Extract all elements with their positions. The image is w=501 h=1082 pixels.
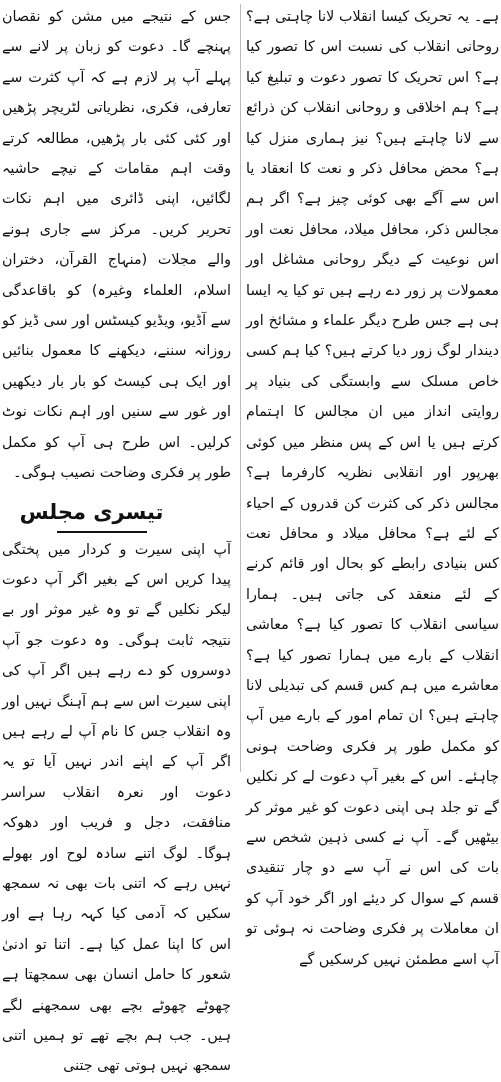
right-column bbox=[246, 2, 499, 975]
left-column bbox=[2, 2, 231, 1082]
body-paragraph: جس کے نتیجے میں مشن کو نقصان پہنچے گا۔ دعوت کو زبان پر لانے سے پہلے آپ پر لازم ہے کہ آپ کثرت سے تعارفی، فکری، نظریاتی لٹریچر پڑھیں اور کئی کئی بار پڑھیں، مطالعہ کرتے وقت اہم مقامات کے نیچے حاشیہ لگائیں، اپنی ڈائری میں اہم نکات تحریر کریں۔ مرکز سے جاری ہونے والے مجلات (منہاج القرآن، دختران اسلام، العلماء وغیرہ) کو باقاعدگی سے آڈیو، ویڈیو کیسٹس اور سی ڈیز کو روزانہ سننے، دیکھنے کا معمول بنائیں اور ایک ہی کیسٹ کو بار بار دیکھیں اور غور سے سنیں اور اہم نکات نوٹ کرلیں۔ اس طرح ہی آپ کو مکمل طور پر فکری وضاحت نصیب ہوگی۔ bbox=[2, 9, 231, 482]
column-divider bbox=[240, 4, 241, 772]
body-paragraph: آپ اپنی سیرت و کردار میں پختگی پیدا کریں اس کے بغیر اگر آپ دعوت لیکر نکلیں گے تو وہ غیر موثر اور بے نتیجہ ثابت ہوگی۔ وہ دعوت جو آپ دوسروں کو دے رہے ہیں اگر آپ کی اپنی سیرت اس سے ہم آہنگ نہیں اور وہ انقلاب جس کا نام آپ لے رہے ہیں اگر آپ کے اپنے اندر نہیں آیا تو یہ دعوت اور نعرہ انقلاب سراسر منافقت، دجل و فریب اور دھوکہ ہوگا۔ لوگ اتنے سادہ لوح اور بھولے نہیں رہے کہ اتنی بات بھی نہ سمجھ سکیں کہ آدمی کیا کہہ رہا ہے اور اس کا اپنا عمل کیا ہے۔ اتنا تو ادنیٰ شعور کا حامل انسان بھی سمجھتا ہے چھوٹے چھوٹے بچے بھی سمجھنے لگے ہیں۔ جب ہم بچے تھے تو ہمیں اتنی سمجھ نہیں ہوتی تھی جتنی bbox=[2, 541, 231, 1075]
section-heading: تیسری مجلس bbox=[19, 499, 164, 524]
body-paragraph: ہے۔ یہ تحریک کیسا انقلاب لانا چاہتی ہے؟ روحانی انقلاب کی نسبت اس کا تصور کیا ہے؟ اس تحریک کا تصور دعوت و تبلیغ کیا ہے؟ ہم اخلاقی و روحانی انقلاب کن ذرائع سے لانا چاہتے ہیں؟ نیز ہماری منزل کیا ہے؟ محض محافل ذکر و نعت کا انعقاد یا اس سے آگے بھی کوئی چیز ہے؟ اگر ہم مجالس ذکر، محافل میلاد، محافل نعت اور اس نوعیت کے دیگر روحانی مشاغل اور معمولات پر زور دے رہے ہیں تو کیا یہ ایسا ہی ہے جس طرح دیگر علماء و مشائخ اور دیندار لوگ زور دیا کرتے ہیں؟ کیا ہم کسی خاص مسلک سے وابستگی کی بنیاد پر روایتی انداز میں ان مجالس کا اہتمام کرتے ہیں یا اس کے پس منظر میں کوئی بھرپور اور انقلابی نظریہ کارفرما ہے؟ مجالس ذکر کی کثرت کن قدروں کے احیاء کے لئے ہے؟ محافل میلاد و محافل نعت کس بنیادی رابطے کو بحال اور قائم کرنے کے لئے منعقد کی جاتی ہیں۔ ہمارا سیاسی انقلاب کا تصور کیا ہے؟ معاشی انقلاب کے بارے میں ہمارا تصور کیا ہے؟ معاشرے میں ہم کس قسم کی تبدیلی لانا چاہتے ہیں؟ ان تمام امور کے بارے میں آپ کو مکمل طور پر فکری وضاحت ہونی چاہئے۔ اس کے بغیر آپ دعوت لے کر نکلیں گے تو جلد ہی اپنی دعوت کو غیر موثر کر بیٹھیں گے۔ آپ نے کسی ذہین شخص سے بات کی اس نے آپ سے دو چار تنقیدی قسم کے سوال کر دیئے اور اگر خود آپ کو ان معاملات پر فکری وضاحت نہ ہوئی تو آپ اسے مطمئن نہیں کرسکیں گے bbox=[246, 9, 499, 968]
heading-underline bbox=[57, 531, 147, 533]
